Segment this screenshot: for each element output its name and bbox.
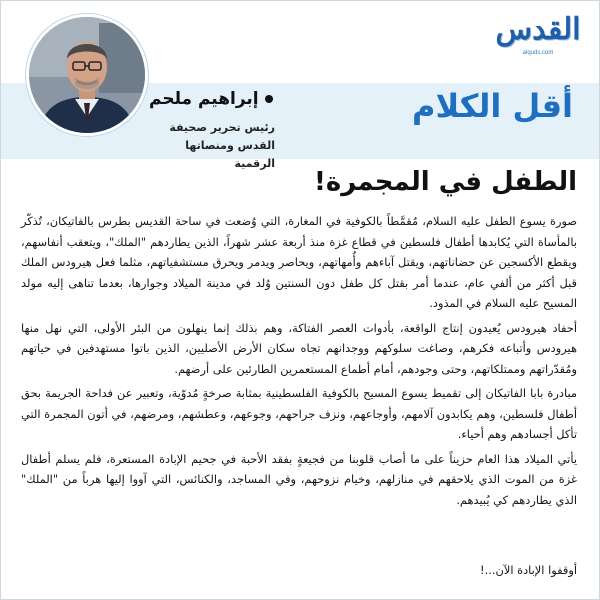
- bullet-dot-icon: [265, 95, 273, 103]
- article-title: الطفل في المجمرة!: [313, 167, 577, 197]
- column-header: [1, 1, 600, 170]
- article-paragraph: مبادرة بابا الفاتيكان إلى تقميط يسوع المسيح بالكوفية الفلسطينية بمثابة صرخةٍ مُدوّية، وتعبير عن فداحة الجريمة بحق أطفال فلسطين، وهم يكابدون آلامهم، وأوجاعهم، ونزف جراحهم، وجوعهم، وعطشهم، ومرضهم، في أتون المجمرة التي تأكل أجسادهم وهم أحياء.: [21, 386, 577, 441]
- author-role: رئيس تحرير صحيفة القدس ومنصاتها الرقمية: [169, 121, 275, 170]
- article-closing: أوقفوا الإبادة الآن...!: [480, 563, 577, 577]
- author-photo-icon: [29, 17, 145, 133]
- author-avatar: [29, 17, 145, 133]
- column-title: أقل الكلام: [412, 87, 573, 125]
- author-name-text: إبراهيم ملحم: [149, 89, 259, 109]
- newspaper-logo[interactable]: [493, 11, 583, 61]
- author-name: [149, 89, 273, 109]
- article-body: [21, 211, 577, 514]
- logo-text: القدس: [495, 12, 581, 47]
- article-paragraph: أحفاد هيرودس يُعيدون إنتاج الواقعة، بأدوات العصر الفتاكة، وهم بذلك إنما ينهلون من البئر الأولى، التي نهل منها هيرودس وأتباعه فكرهم، وصاغت سلوكهم ووجدانهم تجاه سكان الأرض الأصليين، الذين باتوا مستهدفين في حياتهم ومُقدّراتهم وممتلكاتهم، وحتى وجودهم، أمام أطماع المستعمرين الطارئين على أرضهم.: [21, 320, 577, 376]
- logo-subtitle: alquds.com: [522, 50, 554, 56]
- article-paragraph: صورة يسوع الطفل عليه السلام، مُقمَّطاً بالكوفية في المغارة، التي وُضعت في ساحة القديس بطرس بالفاتيكان، تُذكّر بالمأساة التي يُكابدها أطفال فلسطين في قطاع غزة منذ أربعة عشر شهراً، الذين يطاردهم "الملك"، ويتعقب أنفاسهم، ويقطع الأكسجين عن حضاناتهم، ويقتل آباءهم وأُمهاتهم، ويحاصر ويدمر ويحرق مستشفياتهم، مثلما فعل هيرودس الملك قبل أكثر من ألفي عام، عندما أمر بقتل كل طفل دون السنتين وُلد في مدينة الميلاد وجوارها، بعدما تناهى إليه مولد المسيح عليه السلام في المذود.: [21, 214, 577, 310]
- article-paragraph: يأتي الميلاد هذا العام حزيناً على ما أصاب قلوبنا من فجيعةٍ بفقد الأحبة في جحيم الإبادة المستعرة، فلم يسلم أطفال غزة من الموت الذي يلاحقهم في منازلهم، وخيام نزوحهم، وفي المساجد، والكنائس، التي آووا إليها هرباً من "الملك" الذي يطاردهم كي يُبيدهم.: [21, 451, 577, 507]
